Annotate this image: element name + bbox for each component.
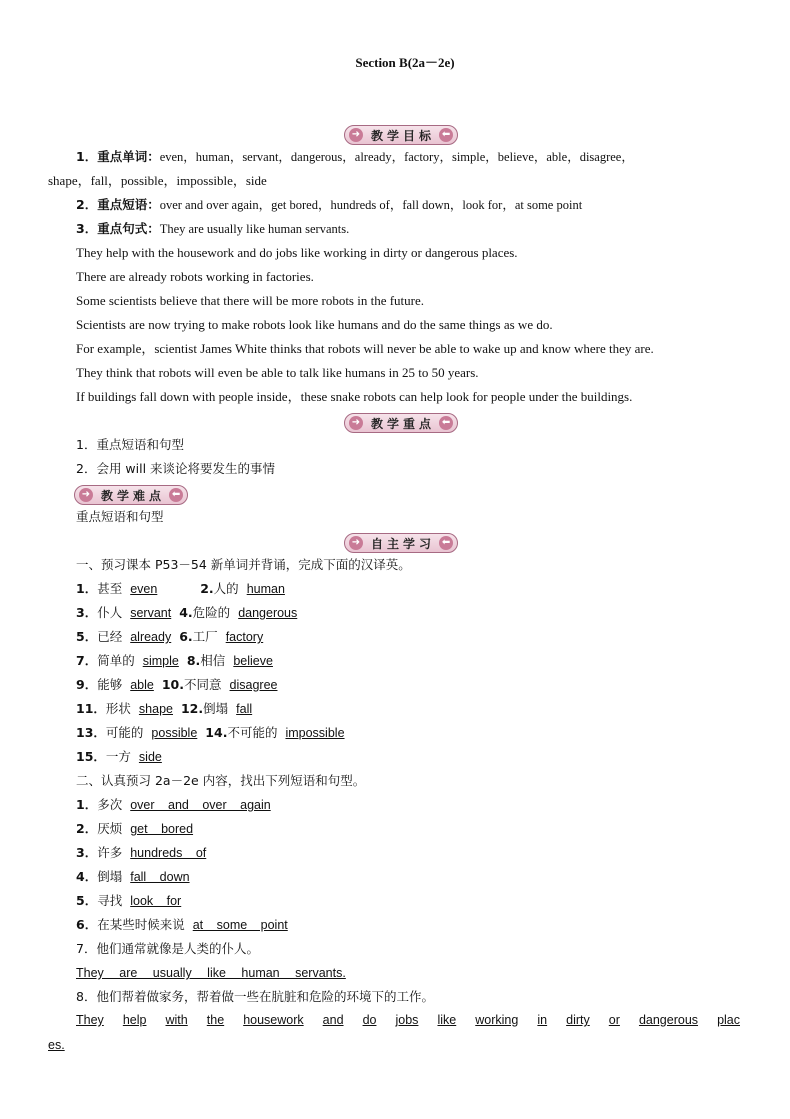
vocab-row: 13．可能的 possible 14.不可能的 impossible <box>76 725 345 740</box>
part1-heading: 一、预习课本 P53－54 新单词并背诵，完成下面的汉译英。 <box>76 557 411 572</box>
phrases-line: 2．重点短语：over and over again，get bored，hundreds of，fall down，look for，at some point <box>76 197 583 212</box>
goals-banner: ➜ 教学目标 ⬅ <box>344 122 458 142</box>
phrase-item: 6．在某些时候来说 at some point <box>76 917 288 932</box>
vocab-row: 9．能够 able 10.不同意 disagree <box>76 677 278 692</box>
arrow-left-icon: ⬅ <box>439 128 453 142</box>
arrow-right-icon: ➜ <box>79 488 93 502</box>
self-study-banner: ➜ 自主学习 ⬅ <box>344 530 458 550</box>
sentence-7: They think that robots will even be able to talk like humans in 25 to 50 years. <box>76 365 479 380</box>
sentence-answer-8-tail: es. <box>48 1038 65 1052</box>
answer-word: plac <box>717 1013 740 1027</box>
sentence-3: There are already robots working in factories. <box>76 269 314 284</box>
sentence-question-8: 8．他们帮着做家务，帮着做一些在肮脏和危险的环境下的工作。 <box>76 989 434 1004</box>
answer-word: and <box>322 1013 344 1027</box>
answer-word: or <box>608 1013 620 1027</box>
vocab-row: 11．形状 shape 12.倒塌 fall <box>76 701 253 716</box>
answer-word: do <box>362 1013 377 1027</box>
key-banner: ➜ 教学重点 ⬅ <box>344 410 458 430</box>
words-line-1: 1．重点单词：even，human，servant，dangerous，already，factory，simple，believe，able，disagree， <box>76 149 634 164</box>
answer-word: working <box>475 1013 519 1027</box>
sentence-5: Scientists are now trying to make robots look like humans and do the same things as we do. <box>76 317 553 332</box>
answer-word: dirty <box>566 1013 590 1027</box>
arrow-left-icon: ⬅ <box>439 536 453 550</box>
arrow-left-icon: ⬅ <box>169 488 183 502</box>
vocab-row: 15．一方 side <box>76 749 162 764</box>
key-point-1: 1．重点短语和句型 <box>76 437 184 452</box>
part2-heading: 二、认真预习 2a－2e 内容，找出下列短语和句型。 <box>76 773 366 788</box>
sentences-line: 3．重点句式：They are usually like human servants. <box>76 221 350 236</box>
difficult-banner: ➜ 教学难点 ⬅ <box>74 482 188 502</box>
sentence-answer-8 <box>76 1013 740 1027</box>
vocab-row: 1．甚至 even 2.人的 human <box>76 581 285 596</box>
phrase-item: 1．多次 over and over again <box>76 797 271 812</box>
arrow-left-icon: ⬅ <box>439 416 453 430</box>
answer-word: jobs <box>395 1013 419 1027</box>
difficult-text: 重点短语和句型 <box>76 509 164 524</box>
sentence-2: They help with the housework and do jobs like working in dirty or dangerous places. <box>76 245 518 260</box>
answer-word: They <box>76 1013 104 1027</box>
arrow-right-icon: ➜ <box>349 416 363 430</box>
vocab-row: 7．简单的 simple 8.相信 believe <box>76 653 273 668</box>
phrase-item: 2．厌烦 get bored <box>76 821 194 836</box>
answer-word: help <box>122 1013 147 1027</box>
sentence-question-7: 7．他们通常就像是人类的仆人。 <box>76 941 259 956</box>
answer-word: the <box>206 1013 225 1027</box>
answer-word: dangerous <box>638 1013 699 1027</box>
sentence-8: If buildings fall down with people inside，these snake robots can help look for people under the buildings. <box>76 389 633 404</box>
answer-word: like <box>437 1013 457 1027</box>
phrase-item: 5．寻找 look for <box>76 893 182 908</box>
key-point-2: 2．会用 will 来谈论将要发生的事情 <box>76 461 276 476</box>
phrase-item: 3．许多 hundreds of <box>76 845 207 860</box>
vocab-row: 3．仆人 servant 4.危险的 dangerous <box>76 605 298 620</box>
answer-word: in <box>537 1013 548 1027</box>
sentence-answer-7: They are usually like human servants. <box>76 966 346 980</box>
section-title: Section B(2a－2e) <box>355 55 455 70</box>
words-line-2: shape，fall，possible，impossible，side <box>48 173 267 188</box>
sentence-4: Some scientists believe that there will be more robots in the future. <box>76 293 425 308</box>
phrase-item: 4．倒塌 fall down <box>76 869 190 884</box>
sentence-6: For example，scientist James White thinks that robots will never be able to wake up and know where they are. <box>76 341 654 356</box>
answer-word: housework <box>243 1013 304 1027</box>
vocab-row: 5．已经 already 6.工厂 factory <box>76 629 264 644</box>
arrow-right-icon: ➜ <box>349 536 363 550</box>
arrow-right-icon: ➜ <box>349 128 363 142</box>
answer-word: with <box>165 1013 188 1027</box>
